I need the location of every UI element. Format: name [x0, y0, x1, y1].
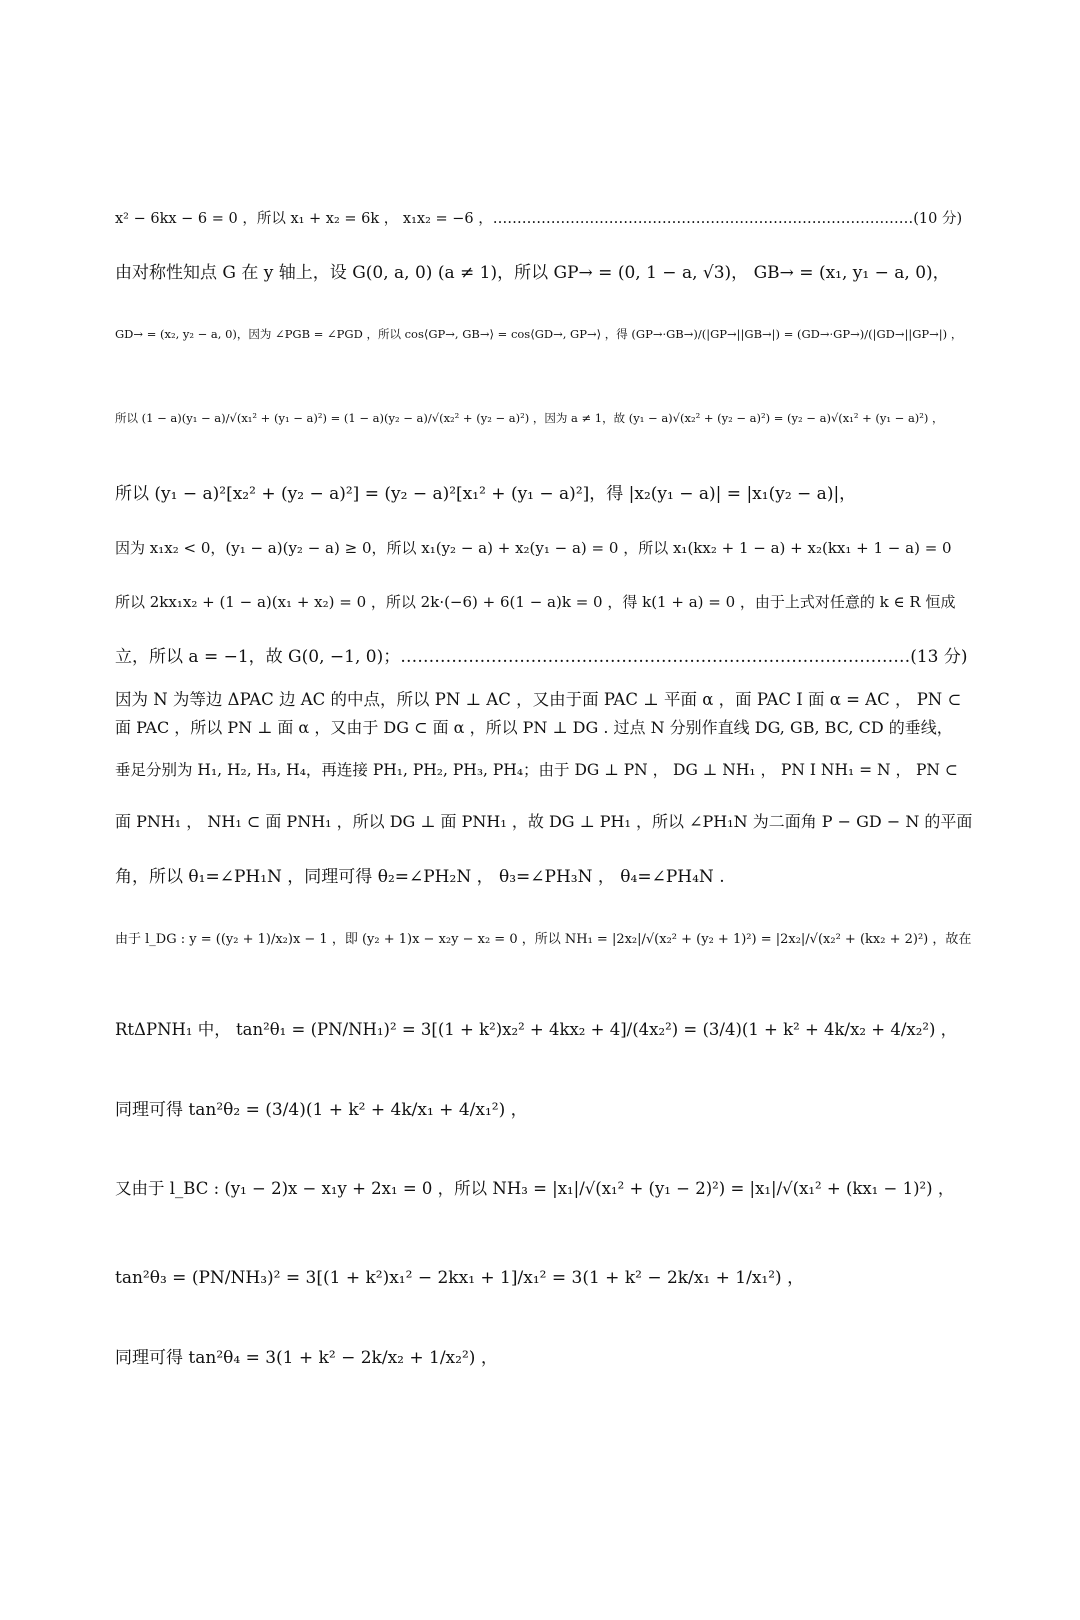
- line-solve-k: 所以 2kx₁x₂ + (1 − a)(x₁ + x₂) = 0 ，所以 2k·(−6) + 6(1 − a)k = 0 ，得 k(1 + a) = 0 ，由于上式对任意的 k ∈ R 恒成: [115, 593, 956, 611]
- line-point-g-setup: 由对称性知点 G 在 y 轴上，设 G(0, a, 0) (a ≠ 1)，所以 GP→ = (0, 1 − a, √3)， GB→ = (x₁, y₁ − a, 0)，: [115, 263, 950, 283]
- line-quadratic-vieta: x² − 6kx − 6 = 0 ，所以 x₁ + x₂ = 6k ， x₁x₂ = −6 ，……………………………………………………………………………(10 分): [115, 211, 963, 227]
- line-sign-condition: 因为 x₁x₂ < 0，(y₁ − a)(y₂ − a) ≥ 0，所以 x₁(y₂ − a) + x₂(y₁ − a) = 0 ，所以 x₁(kx₂ + 1 − a) + x₂(kx₁ + 1 − a) = 0: [115, 539, 952, 557]
- line-g-result: 立，所以 a = −1，故 G(0, −1, 0)；………………………………………………………………………………(13 分): [115, 647, 968, 667]
- line-tan-theta1: RtΔPNH₁ 中， tan²θ₁ = (PN/NH₁)² = 3[(1 + k²)x₂² + 4kx₂ + 4]/(4x₂²) = (3/4)(1 + k² + 4k/x₂ + 4/x₂²) ，: [115, 1020, 958, 1039]
- line-angle-equality: GD→ = (x₂, y₂ − a, 0)，因为 ∠PGB = ∠PGD ，所以 cos⟨GP→, GB→⟩ = cos⟨GD→, GP→⟩ ，得 (GP→·GB→)/(|GP→||GB→|) = (GD→·GP→)/(|GD→||GP→|) ，: [115, 327, 963, 341]
- line-dihedral-angle: 面 PNH₁ ， NH₁ ⊂ 面 PNH₁ ，所以 DG ⊥ 面 PNH₁ ，故 DG ⊥ PH₁ ，所以 ∠PH₁N 为二面角 P − GD − N 的平面: [115, 812, 973, 831]
- line-tan-theta4: 同理可得 tan²θ₄ = 3(1 + k² − 2k/x₂ + 1/x₂²) ，: [115, 1348, 498, 1368]
- line-l-bc-distance: 又由于 l_BC : (y₁ − 2)x − x₁y + 2x₁ = 0 ，所以 NH₃ = |x₁|/√(x₁² + (y₁ − 2)²) = |x₁|/√(x₁² + (kx₁ − 1)²) ，: [115, 1179, 955, 1198]
- line-fraction-equation: 所以 (1 − a)(y₁ − a)/√(x₁² + (y₁ − a)²) = (1 − a)(y₂ − a)/√(x₂² + (y₂ − a)²) ，因为 a ≠ 1，故 (y₁ − a)√(x₂² + (y₂ − a)²) = (y₂ − a)√(x₁² + (y₁ − a)²) ，: [115, 411, 944, 425]
- line-tan-theta3: tan²θ₃ = (PN/NH₃)² = 3[(1 + k²)x₁² − 2kx₁ + 1]/x₁² = 3(1 + k² − 2k/x₁ + 1/x₁²) ，: [115, 1268, 805, 1288]
- line-tan-theta2: 同理可得 tan²θ₂ = (3/4)(1 + k² + 4k/x₁ + 4/x₁²) ，: [115, 1100, 528, 1120]
- line-theta-definitions: 角，所以 θ₁=∠PH₁N ，同理可得 θ₂=∠PH₂N ， θ₃=∠PH₃N ， θ₄=∠PH₄N .: [115, 867, 725, 887]
- line-l-dg-distance: 由于 l_DG : y = ((y₂ + 1)/x₂)x − 1 ，即 (y₂ + 1)x − x₂y − x₂ = 0 ，所以 NH₁ = |2x₂|/√(x₂² + (y₂ + 1)²) = |2x₂|/√(x₂² + (kx₂ + 2)²) ，故在: [115, 932, 972, 947]
- line-feet-of-perpendicular: 垂足分别为 H₁, H₂, H₃, H₄，再连接 PH₁, PH₂, PH₃, PH₄；由于 DG ⊥ PN ， DG ⊥ NH₁ ， PN I NH₁ = N ， PN ⊂: [115, 761, 958, 779]
- line-squared-equation: 所以 (y₁ − a)²[x₂² + (y₂ − a)²] = (y₂ − a)²[x₁² + (y₁ − a)²]，得 |x₂(y₁ − a)| = |x₁(y₂ − a)|，: [115, 484, 857, 504]
- line-pn-perpendicular: 面 PAC ，所以 PN ⊥ 面 α ，又由于 DG ⊂ 面 α ，所以 PN ⊥ DG . 过点 N 分别作直线 DG, GB, BC, CD 的垂线，: [115, 718, 953, 737]
- line-midpoint-n: 因为 N 为等边 ΔPAC 边 AC 的中点，所以 PN ⊥ AC ，又由于面 PAC ⊥ 平面 α ，面 PAC I 面 α = AC ， PN ⊂: [115, 690, 962, 709]
